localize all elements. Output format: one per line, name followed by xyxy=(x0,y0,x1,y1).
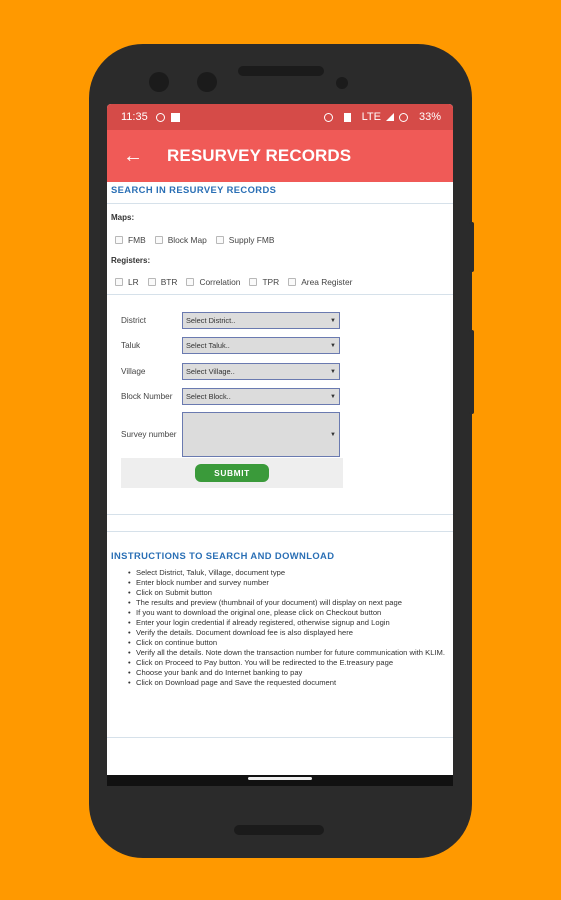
hotspot-icon xyxy=(324,113,333,122)
search-section xyxy=(107,182,453,295)
block-select[interactable] xyxy=(182,388,340,405)
taluk-label: Taluk xyxy=(121,341,141,350)
earpiece-speaker xyxy=(238,66,324,76)
instructions-title: INSTRUCTIONS TO SEARCH AND DOWNLOAD xyxy=(111,550,335,561)
block-row xyxy=(121,388,340,405)
survey-label: Survey number xyxy=(121,430,177,439)
front-sensor-icon xyxy=(197,72,217,92)
instruction-item: • Choose your bank and do Internet banking to pay xyxy=(128,668,446,678)
checkbox-label: FMB xyxy=(128,235,146,245)
instruction-item: • The results and preview (thumbnail of your document) will display on next page xyxy=(128,598,446,608)
checkbox-label: LR xyxy=(128,277,139,287)
app-bar xyxy=(107,130,453,182)
power-button xyxy=(469,222,474,272)
dropdown-caret-icon: ▼ xyxy=(330,342,336,349)
village-select-value: Select Village.. xyxy=(186,367,235,376)
bottom-speaker xyxy=(234,825,324,835)
instruction-item: • If you want to download the original one, please click on Checkout button xyxy=(128,608,446,618)
checkbox-box[interactable] xyxy=(216,236,224,244)
taluk-select[interactable] xyxy=(182,337,340,354)
checkbox-correlation[interactable] xyxy=(186,277,240,287)
dropdown-caret-icon: ▼ xyxy=(330,317,336,324)
divider xyxy=(107,203,453,204)
checkbox-box[interactable] xyxy=(115,278,123,286)
checkbox-label: BTR xyxy=(160,277,178,287)
divider xyxy=(107,737,453,738)
instruction-item: • Click on Download page and Save the requested document xyxy=(128,678,446,688)
registers-options xyxy=(115,277,453,287)
taluk-row xyxy=(121,337,340,354)
alarm-icon xyxy=(399,113,408,122)
checkbox-supply-fmb[interactable] xyxy=(216,235,275,245)
checkbox-block-map[interactable] xyxy=(155,235,207,245)
checkbox-box[interactable] xyxy=(115,236,123,244)
checkbox-label: Block Map xyxy=(167,235,207,245)
maps-options xyxy=(115,235,453,245)
checkbox-label: Correlation xyxy=(199,277,241,287)
status-time: 11:35 xyxy=(121,111,148,123)
registers-label: Registers: xyxy=(111,256,151,265)
dropdown-caret-icon: ▼ xyxy=(330,393,336,400)
maps-label: Maps: xyxy=(111,213,135,222)
signal-icon xyxy=(386,113,394,121)
survey-number-select[interactable] xyxy=(182,412,340,457)
checkbox-fmb[interactable] xyxy=(115,235,146,245)
block-select-value: Select Block.. xyxy=(186,392,231,401)
divider xyxy=(107,531,453,532)
home-gesture-handle[interactable] xyxy=(248,777,312,780)
checkbox-label: Supply FMB xyxy=(228,235,275,245)
submit-button[interactable]: SUBMIT xyxy=(195,464,269,482)
instructions-section xyxy=(107,550,453,688)
app-screen xyxy=(107,104,453,786)
main-content xyxy=(107,182,453,786)
volume-button xyxy=(469,330,474,414)
back-arrow-icon[interactable]: ← xyxy=(123,144,143,167)
checkbox-area-register[interactable] xyxy=(288,277,352,287)
checkbox-box[interactable] xyxy=(148,278,156,286)
proximity-sensor xyxy=(336,77,348,89)
battery-level: 33% xyxy=(418,111,441,123)
front-camera-icon xyxy=(149,72,169,92)
instruction-item: • Click on continue button xyxy=(128,638,446,648)
instructions-list xyxy=(128,568,446,688)
dropdown-caret-icon: ▼ xyxy=(330,368,336,375)
district-select[interactable] xyxy=(182,312,340,329)
instruction-item: • Verify all the details. Note down the transaction number for future communication with KLIM. xyxy=(128,648,446,658)
search-section-title: SEARCH IN RESURVEY RECORDS xyxy=(111,184,277,195)
instruction-item: • Select District, Taluk, Village, document type xyxy=(128,568,446,578)
taluk-select-value: Select Taluk.. xyxy=(186,341,230,350)
checkbox-lr[interactable] xyxy=(115,277,139,287)
checkbox-label: Area Register xyxy=(301,277,353,287)
divider xyxy=(107,294,453,295)
instruction-item: • Click on Proceed to Pay button. You will be redirected to the E.treasury page xyxy=(128,658,446,668)
navigation-bar xyxy=(107,775,453,786)
status-bar xyxy=(107,104,453,130)
instruction-item: • Click on Submit button xyxy=(128,588,446,598)
submit-area xyxy=(121,458,343,488)
checkbox-label: TPR xyxy=(262,277,280,287)
vibrate-icon xyxy=(344,113,351,122)
village-label: Village xyxy=(121,367,146,376)
village-select[interactable] xyxy=(182,363,340,380)
network-type: LTE xyxy=(361,111,381,123)
instruction-item: • Verify the details. Document download fee is also displayed here xyxy=(128,628,446,638)
district-label: District xyxy=(121,316,147,325)
settings-icon xyxy=(156,113,165,122)
checkbox-box[interactable] xyxy=(155,236,163,244)
block-label: Block Number xyxy=(121,392,173,401)
dropdown-caret-icon: ▼ xyxy=(330,431,336,438)
instruction-item: • Enter your login credential if already registered, otherwise signup and Login xyxy=(128,618,446,628)
checkbox-box[interactable] xyxy=(288,278,296,286)
checkbox-btr[interactable] xyxy=(148,277,178,287)
instruction-item: • Enter block number and survey number xyxy=(128,578,446,588)
survey-row xyxy=(121,412,340,457)
image-notification-icon xyxy=(171,113,180,122)
district-select-value: Select District.. xyxy=(186,316,236,325)
checkbox-box[interactable] xyxy=(186,278,194,286)
district-row xyxy=(121,312,340,329)
checkbox-tpr[interactable] xyxy=(249,277,279,287)
checkbox-box[interactable] xyxy=(249,278,257,286)
divider xyxy=(107,514,453,515)
page-title: RESURVEY RECORDS xyxy=(167,146,352,165)
village-row xyxy=(121,363,340,380)
